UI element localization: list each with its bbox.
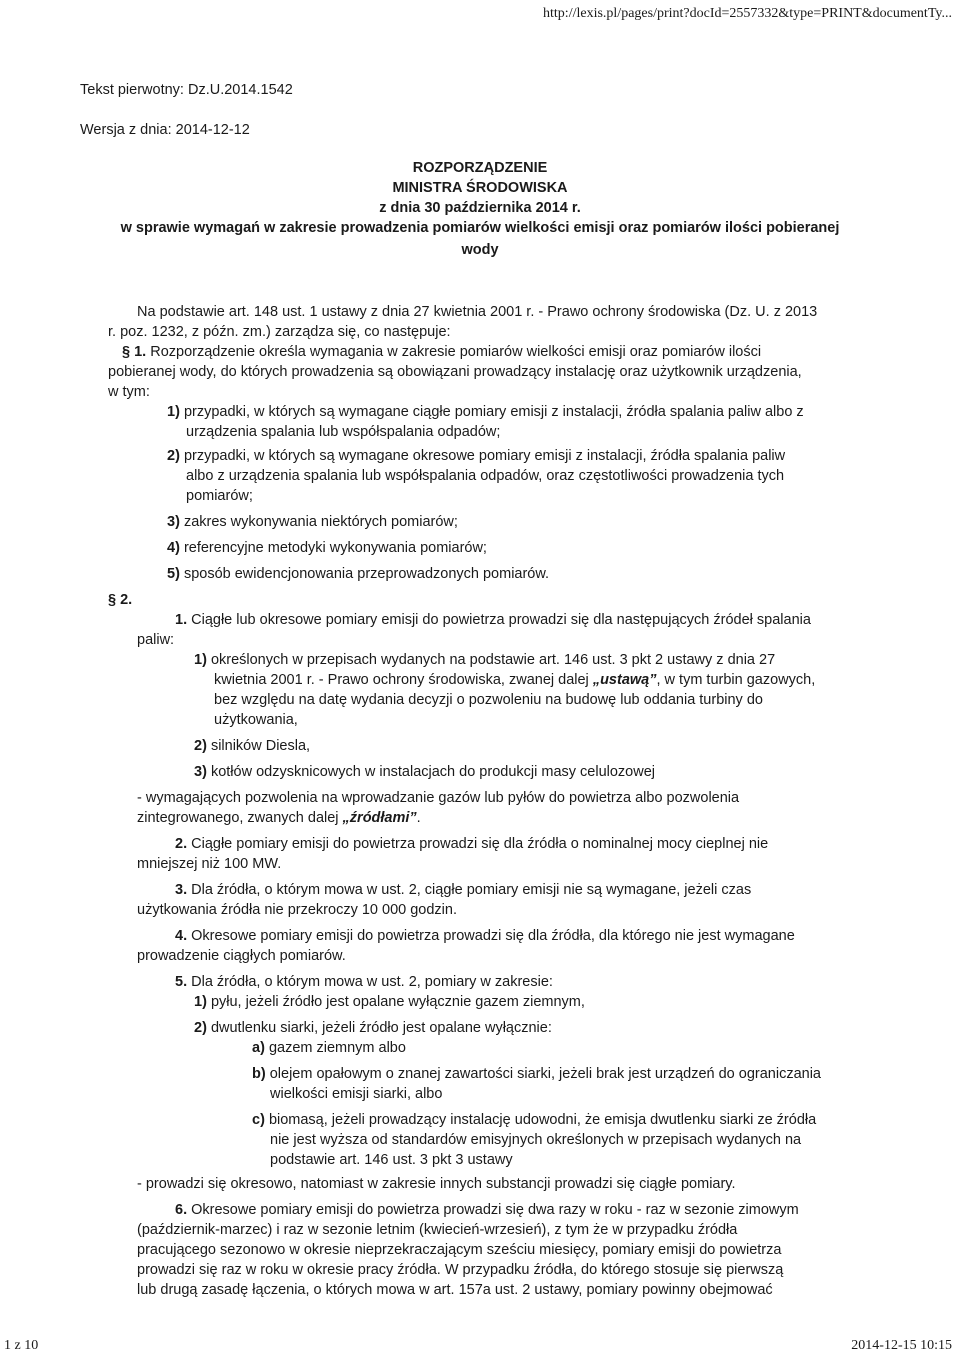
item-number: 4) [167,540,180,556]
section-1-text: pobieranej wody, do których prowadzenia są obowiązani prowadzący instalację oraz użytkownik urządzenia, [108,364,802,380]
item-text: użytkowania, [214,712,298,728]
item-text: olejem opałowym o znanej zawartości siarki, jeżeli brak jest urządzeń do ograniczania [269,1066,821,1082]
paragraph-text-part: . [416,810,421,826]
list-item [194,650,775,670]
item-text: silników Diesla, [210,738,311,754]
paragraph-number: 4. [175,928,188,944]
item-text: biomasą, jeżeli prowadzący instalację udowodni, że emisja dwutlenku siarki ze źródła [268,1112,817,1128]
item-text: referencyjne metodyki wykonywania pomiarów; [183,540,487,556]
paragraph-text: Ciągłe pomiary emisji do powietrza prowadzi się dla źródła o nominalnej mocy cieplnej nie [191,836,769,852]
paragraph-text: Dla źródła, o którym mowa w ust. 2, pomiary w zakresie: [191,974,553,990]
item-text-part: kwietnia 2001 r. - Prawo ochrony środowiska, zwanej dalej [214,672,593,688]
list-item [194,992,585,1012]
list-item [167,446,785,466]
preamble-line: Na podstawie art. 148 ust. 1 ustawy z dnia 27 kwietnia 2001 r. - Prawo ochrony środowiska (Dz. U. z 2013 [137,304,818,320]
paragraph-number: 5. [175,974,188,990]
item-letter: b) [252,1066,266,1082]
item-letter: a) [252,1040,265,1056]
item-number: 2) [194,1020,207,1036]
item-text: sposób ewidencjonowania przeprowadzonych pomiarów. [183,566,550,582]
list-item [167,512,458,532]
item-text: urządzenia spalania lub współspalania odpadów; [186,424,501,440]
paragraph-text: Okresowe pomiary emisji do powietrza prowadzi się dwa razy w roku - raz w sezonie zimowym [191,1202,799,1218]
section-1-text: Rozporządzenie określa wymagania w zakresie pomiarów wielkości emisji oraz pomiarów ilości [150,344,762,360]
version-date: Wersja z dnia: 2014-12-12 [80,122,250,138]
preamble-line: r. poz. 1232, z późn. zm.) zarządza się, co następuje: [108,324,451,340]
paragraph-text: pracującego sezonowo w okresie nieprzekraczającym sześciu miesięcy, pomiary emisji do powietrza [137,1242,782,1258]
paragraph-number: 6. [175,1202,188,1218]
item-text: przypadki, w których są wymagane ciągłe pomiary emisji z instalacji, źródła spalania paliw albo z [183,404,804,420]
list-item [194,1018,552,1038]
page-counter: 1 z 10 [4,1338,39,1353]
item-number: 1) [194,652,207,668]
letter-item [252,1110,816,1130]
item-text: dwutlenku siarki, jeżeli źródło jest opalane wyłącznie: [210,1020,552,1036]
act-issuer-heading: MINISTRA ŚRODOWISKA [392,180,568,196]
section-1-text: w tym: [108,384,150,400]
item-number: 3) [194,764,207,780]
paragraph-text: - wymagających pozwolenia na wprowadzanie gazów lub pyłów do powietrza albo pozwolenia [137,790,740,806]
list-item [194,736,310,756]
paragraph-text: Ciągłe lub okresowe pomiary emisji do powietrza prowadzi się dla następujących źródeł spalania [191,612,811,628]
paragraph-5 [175,972,553,992]
paragraph-text: - prowadzi się okresowo, natomiast w zakresie innych substancji prowadzi się ciągłe pomiary. [137,1176,736,1192]
paragraph-text [137,808,421,828]
act-date-heading: z dnia 30 października 2014 r. [379,200,581,216]
list-item [167,538,487,558]
item-text: nie jest wyższa od standardów emisyjnych określonych w przepisach wydanych na [270,1132,802,1148]
item-text [214,670,815,690]
act-subject-heading: w sprawie wymagań w zakresie prowadzenia pomiarów wielkości emisji oraz pomiarów ilości pobieranej [120,220,840,236]
paragraph-text: mniejszej niż 100 MW. [137,856,282,872]
list-item [167,564,549,584]
paragraph-text-part: zintegrowanego, zwanych dalej [137,810,343,826]
paragraph-6 [175,1200,799,1220]
item-letter: c) [252,1112,265,1128]
item-text: wielkości emisji siarki, albo [270,1086,443,1102]
list-item [194,762,655,782]
paragraph-4 [175,926,795,946]
item-number: 3) [167,514,180,530]
paragraph-1 [175,610,811,630]
print-url: http://lexis.pl/pages/print?docId=2557332&type=PRINT&documentTy... [543,6,952,21]
letter-item [252,1038,406,1058]
item-text: bez względu na datę wydania decyzji o pozwoleniu na budowę lub oddania turbiny do [214,692,763,708]
item-text-part: , w tym turbin gazowych, [656,672,816,688]
paragraph-3 [175,880,751,900]
section-2 [108,590,132,610]
section-sign: § [122,344,131,360]
list-item [167,402,804,422]
section-number: 2. [120,592,133,608]
item-number: 2) [194,738,207,754]
paragraph-number: 3. [175,882,188,898]
paragraph-text: Dla źródła, o którym mowa w ust. 2, ciągłe pomiary emisji nie są wymagane, jeżeli czas [191,882,752,898]
act-type-heading: ROZPORZĄDZENIE [412,160,548,176]
item-text: kotłów odzysknicowych w instalacjach do produkcji masy celulozowej [210,764,655,780]
item-text: przypadki, w których są wymagane okresowe pomiary emisji z instalacji, źródła spalania paliw [183,448,786,464]
act-subject-heading-cont: wody [461,242,499,258]
item-number: 2) [167,448,180,464]
section-1 [122,342,761,362]
paragraph-number: 2. [175,836,188,852]
paragraph-text: (październik-marzec) i raz w sezonie letnim (kwiecień-wrzesień), z tym że w przypadku źródła [137,1222,738,1238]
paragraph-text: prowadzi się raz w roku w okresie pracy źródła. W przypadku źródła, do którego stosuje się pierwszą [137,1262,784,1278]
paragraph-text: prowadzenie ciągłych pomiarów. [137,948,346,964]
item-text: pyłu, jeżeli źródło jest opalane wyłącznie gazem ziemnym, [210,994,585,1010]
paragraph-text: paliw: [137,632,175,648]
print-datetime: 2014-12-15 10:15 [851,1338,952,1353]
defined-term: „źródłami” [342,810,417,826]
section-sign: § [108,592,117,608]
item-number: 1) [194,994,207,1010]
letter-item [252,1064,821,1084]
paragraph-number: 1. [175,612,188,628]
item-text: podstawie art. 146 ust. 3 pkt 3 ustawy [270,1152,513,1168]
original-text-reference: Tekst pierwotny: Dz.U.2014.1542 [80,82,293,98]
item-text: zakres wykonywania niektórych pomiarów; [183,514,458,530]
item-number: 1) [167,404,180,420]
item-text: gazem ziemnym albo [268,1040,406,1056]
item-text: określonych w przepisach wydanych na podstawie art. 146 ust. 3 pkt 2 ustawy z dnia 27 [210,652,776,668]
paragraph-text: Okresowe pomiary emisji do powietrza prowadzi się dla źródła, dla którego nie jest wymagane [191,928,795,944]
item-text: pomiarów; [186,488,253,504]
item-text: albo z urządzenia spalania lub współspalania odpadów, oraz częstotliwości prowadzenia tych [186,468,785,484]
paragraph-2 [175,834,768,854]
section-number: 1. [134,344,147,360]
paragraph-text: użytkowania źródła nie przekroczy 10 000 godzin. [137,902,457,918]
defined-term: „ustawą” [592,672,657,688]
paragraph-text: lub drugą zasadę łączenia, o których mowa w art. 157a ust. 2 ustawy, pomiary powinny obejmować [137,1282,773,1298]
item-number: 5) [167,566,180,582]
